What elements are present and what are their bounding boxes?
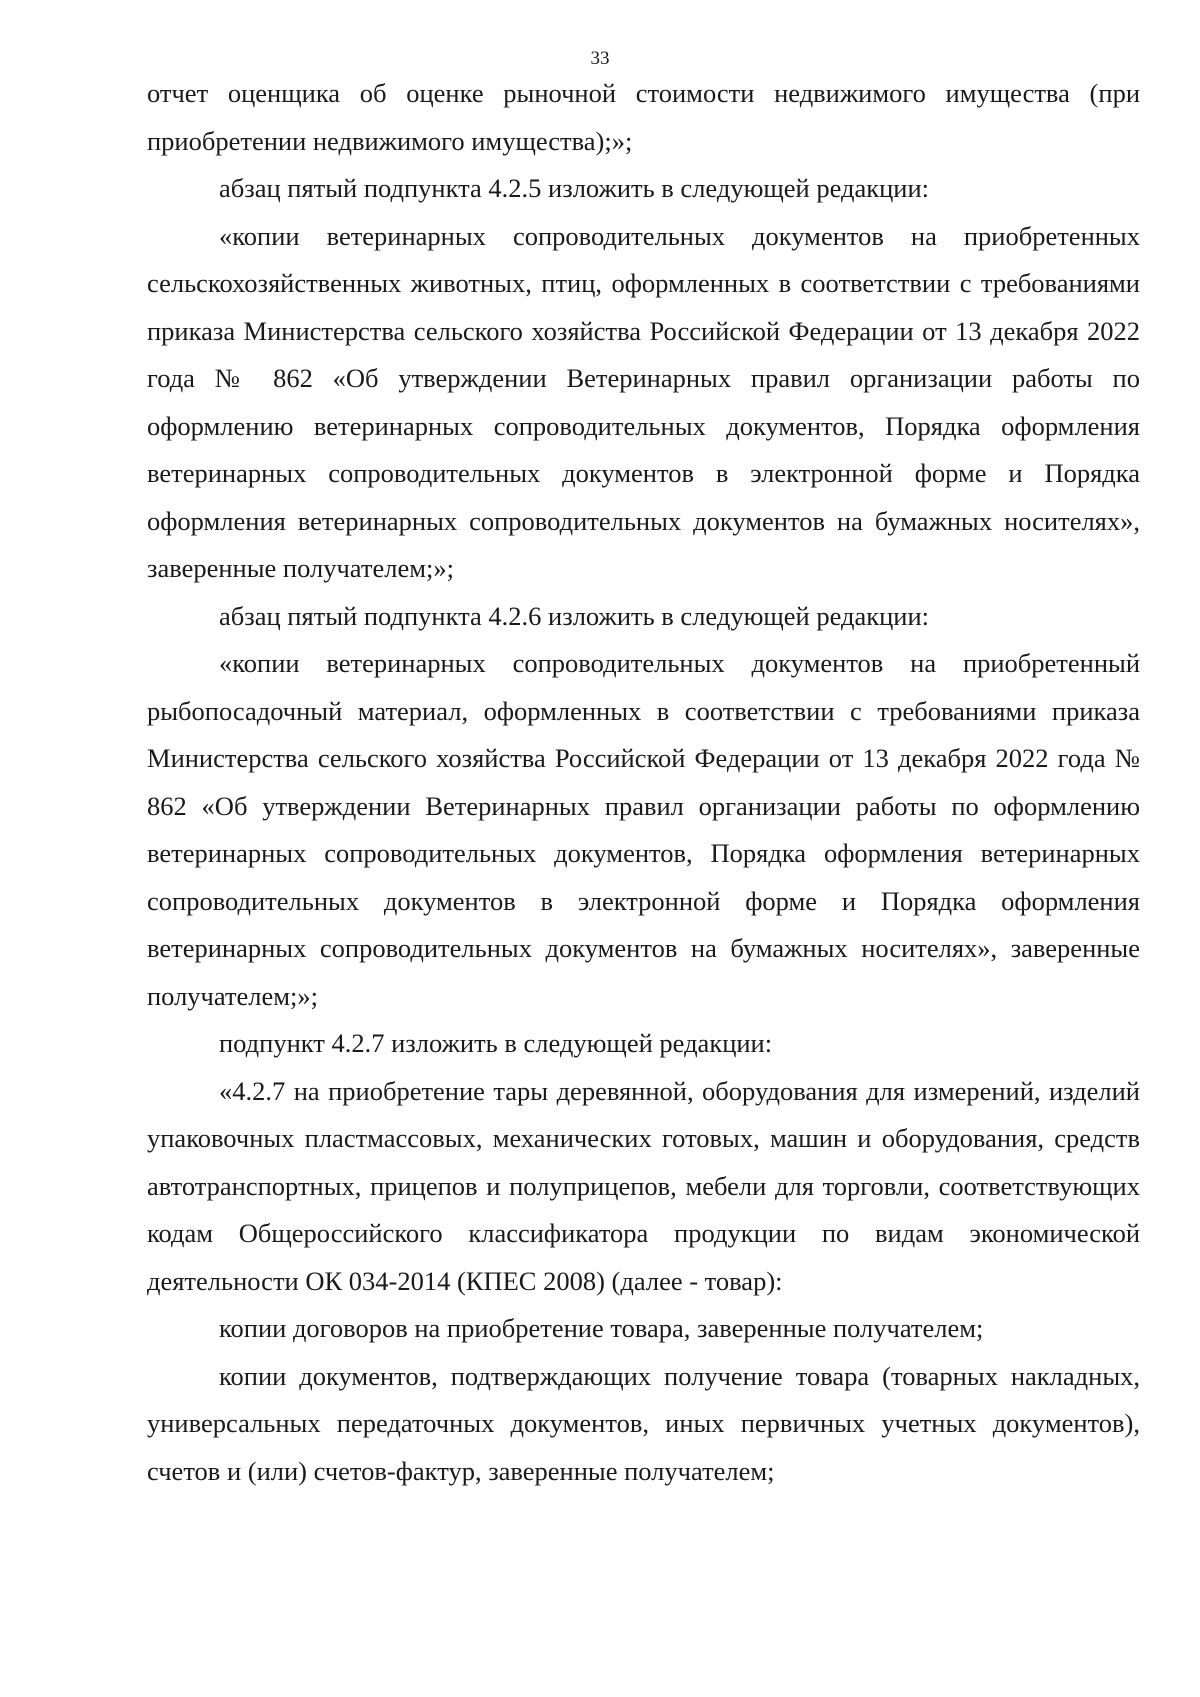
paragraph-4-2-7-text: «4.2.7 на приобретение тары деревянной, оборудования для измерений, изделий упаковочных пластмассовых, механических готовых, машин и оборудования, средств автотранспортных, прицепов и полуприцепов, мебели для торговли, соответствующих кодам Общероссийского классификатора продукции по видам экономической деятельности ОК 034-2014 (КПЕС 2008) (далее - товар): xyxy=(147,1075,1140,1296)
paragraph-vet-docs-animals: «копии ветеринарных сопроводительных документов на приобретенных сельскохозяйственных животных, птиц, оформленных в соответствии с требованиями приказа Министерства сельского хозяйства Российской Федерации от 13 декабря 2022 года № 862 «Об утверждении Ветеринарных правил организации работы по оформлению ветеринарных сопроводительных документов, Порядка оформления ветеринарных сопроводительных документов в электронной форме и Порядка оформления ветеринарных сопроводительных документов на бумажных носителях», заверенные получателем;»; xyxy=(147,220,1140,583)
paragraph-contract-copies: копии договоров на приобретение товара, заверенные получателем; xyxy=(219,1313,984,1343)
paragraph-appraiser-report: отчет оценщика об оценке рыночной стоимости недвижимого имущества (при приобретении недвижимого имущества);»; xyxy=(147,78,1140,156)
paragraph-amendment-4-2-5: абзац пятый подпункта 4.2.5 изложить в следующей редакции: xyxy=(219,173,930,203)
paragraph-amendment-4-2-6: абзац пятый подпункта 4.2.6 изложить в следующей редакции: xyxy=(219,600,930,631)
page-number: 33 xyxy=(590,48,610,69)
document-body xyxy=(147,70,1140,1495)
paragraph-amendment-4-2-7: подпункт 4.2.7 изложить в следующей редакции: xyxy=(219,1028,773,1058)
paragraph-vet-docs-fish: «копии ветеринарных сопроводительных документов на приобретенный рыбопосадочный материал, оформленных в соответствии с требованиями приказа Министерства сельского хозяйства Российской Федерации от 13 декабря 2022 года № 862 «Об утверждении Ветеринарных правил организации работы по оформлению ветеринарных сопроводительных документов, Порядка оформления ветеринарных сопроводительных документов в электронной форме и Порядка оформления ветеринарных сопроводительных документов на бумажных носителях», заверенные получателем;»; xyxy=(147,648,1140,1011)
paragraph-receipt-documents: копии документов, подтверждающих получение товара (товарных накладных, универсальных передаточных документов, иных первичных учетных документов), счетов и (или) счетов-фактур, заверенные получателем; xyxy=(147,1360,1140,1486)
